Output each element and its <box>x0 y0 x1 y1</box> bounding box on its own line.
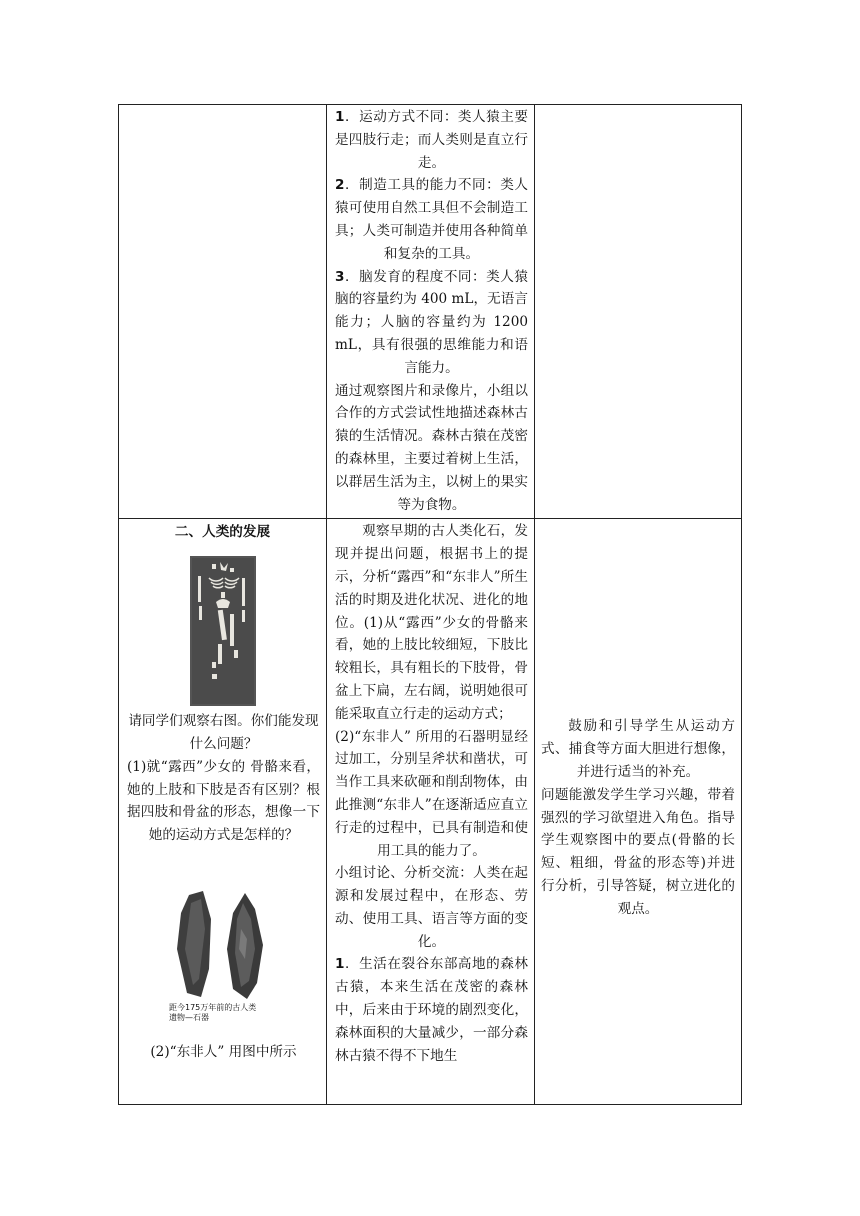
teaching-note-2: 问题能激发学生学习兴趣，带着强烈的学习欲望进入角色。指导学生观察图中的要点(骨骼的长短、粗细，骨盆的形态等)并进行分析，引导答疑，树立进化的观点。 <box>541 786 735 917</box>
caption-line-1: 距今175万年前的古人类 <box>169 1002 257 1012</box>
section-heading: 二、人类的发展 <box>174 524 271 541</box>
skeleton-svg <box>190 556 256 706</box>
row1-col3-cell <box>535 105 742 519</box>
stone-tools-svg <box>171 889 281 1001</box>
item-number: 1 <box>335 956 345 973</box>
paragraph-2 <box>335 174 528 265</box>
stone-tools-icon <box>171 889 281 1001</box>
paragraph-1 <box>335 106 528 174</box>
table-row <box>119 105 742 519</box>
row2-col3-cell <box>535 519 742 1105</box>
item-text: 通过观察图片和录像片，小组以合作的方式尝试性地描述森林古猿的生活情况。森林古猿在茂密的森林里，主要过着树上生活，以群居生活为主，以树上的果实等为食物。 <box>335 382 528 513</box>
row1-col2-cell <box>327 105 535 519</box>
item-text: ．运动方式不同：类人猿主要是四肢行走；而人类则是直立行走。 <box>335 109 528 171</box>
question-2: (2)“东非人” 用图中所示 <box>150 1043 297 1060</box>
row2-col2-cell <box>327 519 535 1105</box>
item-number: 2 <box>335 177 345 194</box>
item-text: ．制造工具的能力不同：类人猿可使用自然工具但不会制造工具；人类可制造并使用各种简单和复杂的工具。 <box>335 177 528 262</box>
paragraph-3 <box>335 266 528 380</box>
row1-col1-cell <box>119 105 327 519</box>
item-text: ．脑发育的程度不同：类人猿脑的容量约为 400 mL，无语言能力；人脑的容量约为 1200 mL，具有很强的思维能力和语言能力。 <box>335 268 528 376</box>
answer-2: (2)“东非人” 所用的石器明显经过加工，分别呈斧状和凿状，可当作工具来砍砸和削刮物体，由此推测“东非人”在逐渐适应直立行走的过程中，已具有制造和使用工具的能力了。 <box>335 728 528 859</box>
row2-col1-cell <box>119 519 327 1105</box>
group-discussion: 小组讨论、分析交流：人类在起源和发展过程中，在形态、劳动、使用工具、语言等方面的变化。 <box>335 865 528 950</box>
question-intro: 请同学们观察右图。你们能发现什么问题？ <box>128 713 319 752</box>
observation-intro: 观察早期的古人类化石，发现并提出问题，根据书上的提示，分析“露西”和“东非人”所生活的时期及进化状况、进化的地位。(1)从“露西”少女的骨骼来看，她的上肢比较细短，下肢比较粗长，具有粗长的下肢骨，骨盆上下扁，左右阔，说明她很可能采取直立行走的运动方式； <box>335 523 528 722</box>
item-text: ．生活在裂谷东部高地的森林古猿，本来生活在茂密的森林中，后来由于环境的剧烈变化，森林面积的大量减少，一部分森林古猿不得不下地生 <box>335 956 528 1064</box>
lucy-skeleton-icon <box>190 556 256 706</box>
item-number: 3 <box>335 268 345 285</box>
teaching-note-1: 鼓励和引导学生从运动方式、捕食等方面大胆进行想像，并进行适当的补充。 <box>541 718 735 780</box>
stone-caption <box>169 1003 326 1023</box>
paragraph-4 <box>335 380 528 517</box>
caption-line-2: 遗物—石器 <box>169 1012 209 1022</box>
table-row <box>119 519 742 1105</box>
lesson-table <box>118 104 742 1105</box>
item-number: 1 <box>335 109 345 125</box>
point-1 <box>335 953 528 1067</box>
question-1: (1)就“露西”少女的 骨骼来看，她的上肢和下肢是否有区别？根据四肢和骨盆的形态，想像一下她的运动方式是怎样的？ <box>127 758 320 844</box>
